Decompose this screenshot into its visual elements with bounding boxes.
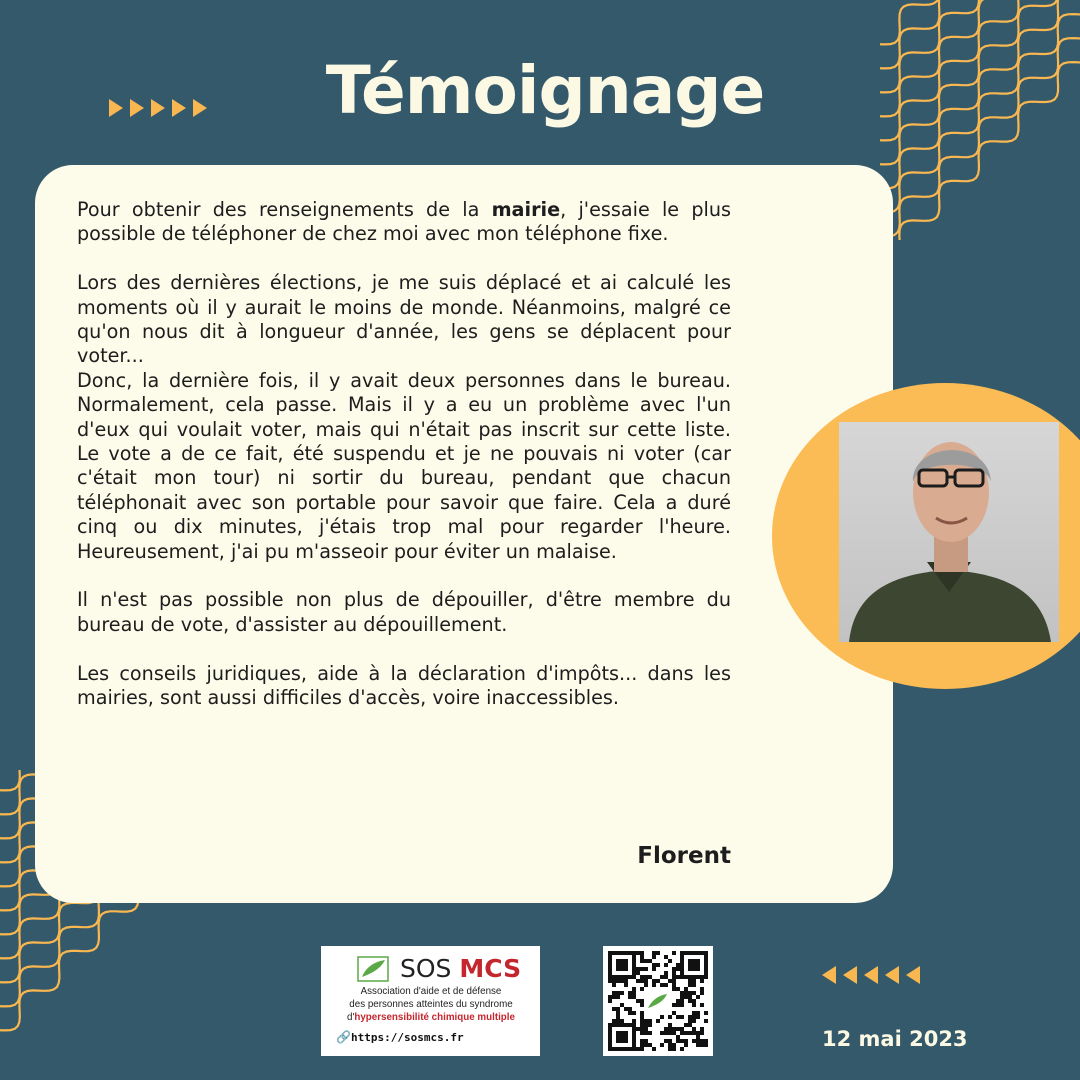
author-name: Florent [637, 843, 731, 869]
website-url[interactable]: https://sosmcs.fr [351, 1031, 464, 1044]
paragraph-4: Il n'est pas possible non plus de dépouiller, d'être membre du bureau de vote, d'assister au dépouillement. [77, 588, 731, 636]
logo-name: SOS MCS [400, 954, 522, 983]
paragraph-3: Donc, la dernière fois, il y avait deux personnes dans le bureau. Normalement, cela passe. Mais il y a eu un problème avec l'un d'eux qui voulait voter, mais qui n'était pas inscrit sur cette liste. Le vote a de ce fait, été suspendu et je ne pouvais ni voter (car c'était mon tour) ni sortir du bureau, pendant que chacun téléphonait avec son portable pour savoir que faire. Cela a duré cinq ou dix minutes, j'étais trop mal pour regarder l'heure. Heureusement, j'ai pu m'asseoir pour éviter un malaise. [77, 368, 731, 563]
link-icon: 🔗 [336, 1030, 351, 1044]
arrows-right-decoration [109, 99, 207, 117]
wave-pattern-top-right [880, 0, 1080, 240]
arrows-left-decoration [822, 966, 920, 984]
date: 12 mai 2023 [822, 1027, 968, 1051]
qr-code[interactable] [603, 946, 713, 1056]
paragraph-2: Lors des dernières élections, je me suis déplacé et ai calculé les moments où il y aurait le moins de monde. Néanmoins, malgré ce qu'on nous dit à longueur d'année, les gens se déplacent pour voter... [77, 271, 731, 368]
author-photo [839, 422, 1059, 642]
paragraph-5: Les conseils juridiques, aide à la déclaration d'impôts... dans les mairies, sont aussi difficiles d'accès, voire inaccessibles. [77, 661, 731, 710]
testimony-text [77, 198, 731, 710]
leaf-logo-icon [357, 956, 389, 982]
paragraph-1: Pour obtenir des renseignements de la mairie, j'essaie le plus possible de téléphoner de chez moi avec mon téléphone fixe. [77, 198, 731, 246]
logo-description: Association d'aide et de défense des personnes atteintes du syndrome d'hypersensibilité chimique multiple [347, 986, 515, 1023]
page-title: Témoignage [325, 52, 765, 129]
highlight-mairie: mairie [491, 198, 561, 221]
